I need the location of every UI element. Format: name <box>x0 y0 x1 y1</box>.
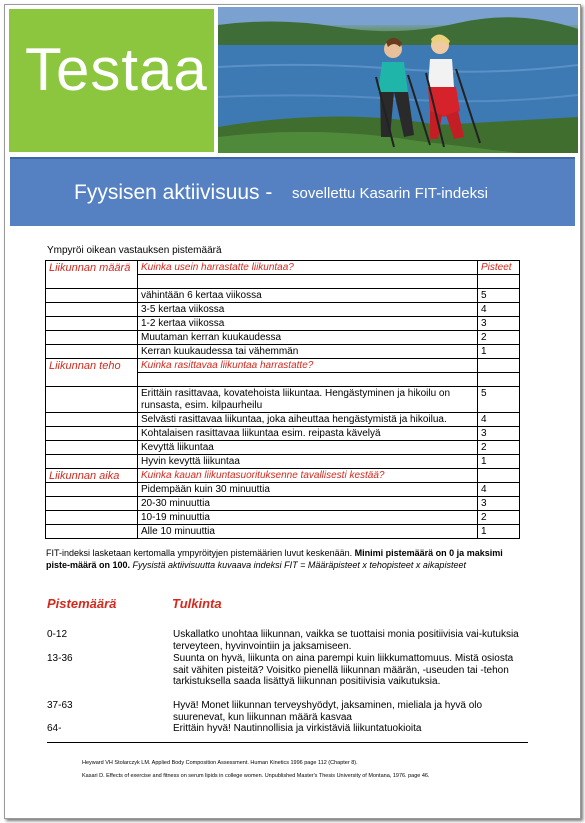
banner-title: Fyysisen aktiivisuus - <box>74 181 273 204</box>
option-text: Selvästi rasittavaa liikuntaa, joka aiheuttaa hengästymistä ja hikoilua. <box>138 413 478 427</box>
fit-note-formula: Fyysistä aktiivisuutta kuvaava indeksi FIT = Määräpisteet x tehopisteet x aikapisteet <box>130 560 466 570</box>
table-row[interactable] <box>46 497 520 511</box>
option-text: 1-2 kertaa viikossa <box>138 317 478 331</box>
option-text: Alle 10 minuuttia <box>138 525 478 539</box>
nordic-walkers-illustration <box>218 7 578 153</box>
fit-note <box>46 547 526 571</box>
option-text: Erittäin rasittavaa, kovatehoista liikuntaa. Hengästyminen ja hikoilu on runsasta, esim. kilpaurheilu <box>138 387 478 413</box>
option-text: vähintään 6 kertaa viikossa <box>138 289 478 303</box>
score-meaning: Hyvä! Monet liikunnan terveyshyödyt, jaksaminen, mieliala ja hyvä olo suurenevat, kun liikunnan määrä kasvaa <box>173 700 483 723</box>
option-text: Hyvin kevyttä liikuntaa <box>138 455 478 469</box>
table-row[interactable] <box>46 303 520 317</box>
header-banner <box>10 157 575 226</box>
option-text: Kohtalaisen rasittavaa liikuntaa esim. reipasta kävelyä <box>138 427 478 441</box>
section-question: Kuinka usein harrastatte liikuntaa? <box>138 261 478 275</box>
score-range: 37-63 <box>47 700 73 711</box>
option-points[interactable]: 5 <box>478 289 520 303</box>
interpretation-header-score: Pistemäärä <box>47 596 117 611</box>
option-text: 3-5 kertaa viikossa <box>138 303 478 317</box>
interpretation-header-meaning: Tulkinta <box>172 596 222 611</box>
table-row[interactable] <box>46 511 520 525</box>
table-row[interactable] <box>46 345 520 359</box>
option-points[interactable]: 1 <box>478 345 520 359</box>
option-points[interactable]: 1 <box>478 525 520 539</box>
option-text: Muutaman kerran kuukaudessa <box>138 331 478 345</box>
option-text: 20-30 minuuttia <box>138 497 478 511</box>
title-block <box>9 9 214 152</box>
option-text: Kevyttä liikuntaa <box>138 441 478 455</box>
option-text: Pidempään kuin 30 minuuttia <box>138 483 478 497</box>
score-meaning: Erittäin hyvä! Nautinnollisia ja virkistäviä liikuntatuokioita <box>173 723 422 734</box>
option-points[interactable]: 4 <box>478 413 520 427</box>
table-row[interactable] <box>46 289 520 303</box>
option-text: Kerran kuukaudessa tai vähemmän <box>138 345 478 359</box>
section-label: Liikunnan teho <box>46 359 138 387</box>
option-text: 10-19 minuuttia <box>138 511 478 525</box>
reference: Kasari D. Effects of exercise and fitness on serum lipids in college women. Unpublished Master's Thesis University of Montana, 1976. page 46. <box>82 773 430 779</box>
table-row[interactable] <box>46 525 520 539</box>
option-points[interactable]: 4 <box>478 303 520 317</box>
table-row <box>46 261 520 275</box>
table-row[interactable] <box>46 387 520 413</box>
fit-note-range: Minimi pistemäärä on 0 ja maksimi piste-määrä on 100. <box>46 548 503 570</box>
page-title: Testaa <box>25 36 208 103</box>
divider <box>47 742 528 743</box>
option-points[interactable]: 2 <box>478 511 520 525</box>
points-header: Pisteet <box>478 261 520 275</box>
table-row[interactable] <box>46 483 520 497</box>
option-points[interactable]: 3 <box>478 497 520 511</box>
score-range: 0-12 <box>47 629 68 640</box>
option-points[interactable]: 1 <box>478 455 520 469</box>
fit-note-text: FIT-indeksi lasketaan kertomalla ympyröityjen pistemäärien luvut keskenään. <box>46 548 355 558</box>
option-points[interactable]: 4 <box>478 483 520 497</box>
section-label: Liikunnan aika <box>46 469 138 483</box>
table-row[interactable] <box>46 413 520 427</box>
table-row[interactable] <box>46 317 520 331</box>
section-label: Liikunnan määrä <box>46 261 138 289</box>
header-photo <box>218 7 578 153</box>
table-row[interactable] <box>46 331 520 345</box>
section-question: Kuinka kauan liikuntasuorituksenne tavallisesti kestää? <box>138 469 478 483</box>
banner-subtitle: sovellettu Kasarin FIT-indeksi <box>292 185 488 202</box>
option-points[interactable]: 2 <box>478 331 520 345</box>
option-points[interactable]: 3 <box>478 427 520 441</box>
table-row <box>46 359 520 373</box>
reference: Heyward VH Stolarczyk LM. Applied Body Composition Assessment. Human Kinetics 1996 page 112 (Chapter 8). <box>82 760 358 766</box>
table-row <box>46 469 520 483</box>
score-meaning: Uskallatko unohtaa liikunnan, vaikka se tuottaisi monia positiivisia vai-kutuksia terveyteen, hyvinvointiin ja jaksamiseen. <box>173 629 519 652</box>
instruction-text: Ympyröi oikean vastauksen pistemäärä <box>47 245 222 256</box>
table-row[interactable] <box>46 441 520 455</box>
score-range: 13-36 <box>47 653 73 664</box>
section-question: Kuinka rasittavaa liikuntaa harrastatte? <box>138 359 478 373</box>
score-range: 64- <box>47 723 62 734</box>
table-row[interactable] <box>46 455 520 469</box>
score-meaning: Suunta on hyvä, liikunta on aina parempi kuin liikkumattomuus. Mistä osiosta sait vähiten pisteitä? Voisitko pienellä liikunnan määrän, -useuden tai -tehon tarkistuksella saada lisättyä liikunnan positiivisia vaikutuksia. <box>173 653 514 687</box>
option-points[interactable]: 3 <box>478 317 520 331</box>
score-table <box>45 260 520 539</box>
option-points[interactable]: 2 <box>478 441 520 455</box>
table-row[interactable] <box>46 427 520 441</box>
option-points[interactable]: 5 <box>478 387 520 413</box>
